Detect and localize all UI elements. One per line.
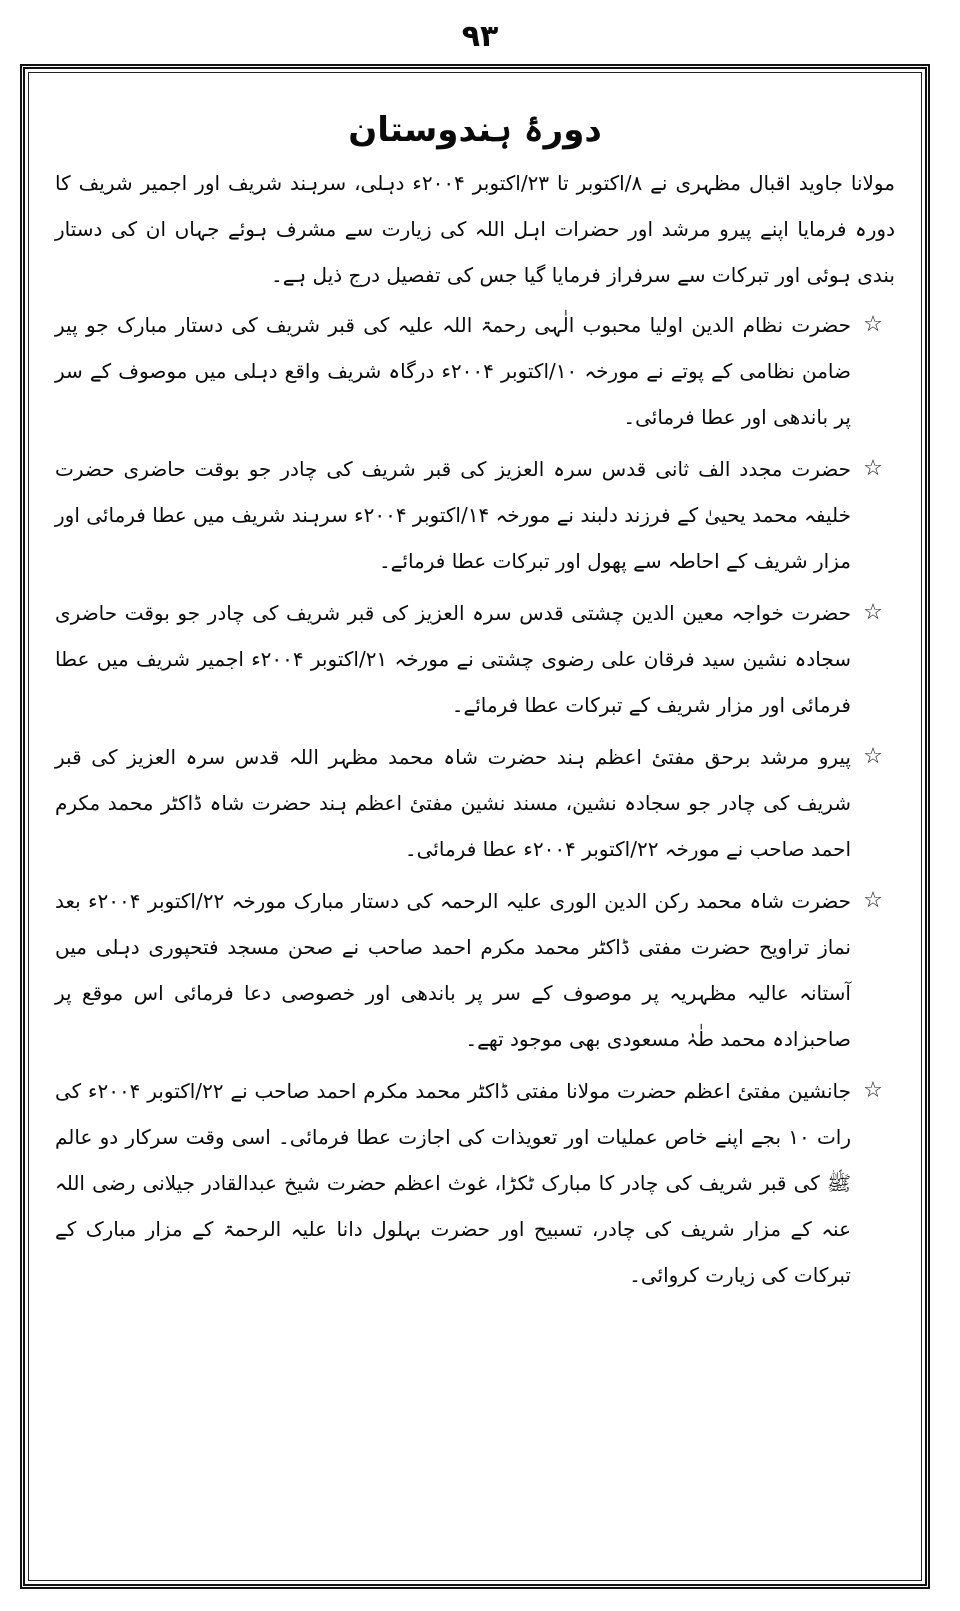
page-frame	[20, 64, 930, 1589]
star-outline-icon: ☆	[863, 744, 883, 769]
item-list	[55, 302, 895, 1298]
list-item	[55, 878, 895, 1062]
list-item-text: حضرت نظام الدین اولیا محبوب الٰہی رحمۃ اللہ علیہ کی قبر شریف کی دستار مبارک جو پیر ضامن نظامی کے پوتے نے مورخہ ۱۰/اکتوبر ۲۰۰۴ء درگاہ شریف واقع دہلی میں موصوف کے سر پر باندھی اور عطا فرمائی۔	[55, 313, 851, 429]
page-number: ۹۳	[461, 19, 499, 54]
list-item-text: حضرت خواجہ معین الدین چشتی قدس سرہ العزیز کی قبر شریف کی چادر جو بوقت حاضری سجادہ نشین سید فرقان علی رضوی چشتی نے مورخہ ۲۱/اکتوبر ۲۰۰۴ء اجمیر شریف میں عطا فرمائی اور مزار شریف کے تبرکات عطا فرمائے۔	[55, 601, 851, 717]
list-item	[55, 1068, 895, 1298]
list-item-text: جانشین مفتیٔ اعظم حضرت مولانا مفتی ڈاکٹر محمد مکرم احمد صاحب نے ۲۲/اکتوبر ۲۰۰۴ء کی رات ۱۰ بجے اپنے خاص عملیات اور تعویذات کی اجازت عطا فرمائی۔ اسی وقت سرکار دو عالم ﷺ کی قبر شریف کی چادر کا مبارک ٹکڑا، غوث اعظم حضرت شیخ عبدالقادر جیلانی رضی اللہ عنہ کے مزار شریف کی چادر، تسبیح اور حضرت بہلول دانا علیہ الرحمۃ کے مزار مبارک کے تبرکات کی زیارت کروائی۔	[55, 1079, 852, 1287]
star-outline-icon: ☆	[863, 600, 883, 625]
star-outline-icon: ☆	[863, 312, 883, 337]
list-item	[55, 446, 895, 584]
list-item	[55, 590, 895, 728]
intro-paragraph: مولانا جاوید اقبال مظہری نے ۸/اکتوبر تا ۲۳/اکتوبر ۲۰۰۴ء دہلی، سرہند شریف اور اجمیر شریف کا دورہ فرمایا اپنے پیرو مرشد اور حضرات اہل اللہ کی زیارت سے مشرف ہوئے جہاں ان کی دستار بندی ہوئی اور تبرکات سے سرفراز فرمایا گیا جس کی تفصیل درج ذیل ہے۔	[55, 171, 895, 287]
star-outline-icon: ☆	[863, 456, 883, 481]
list-item	[55, 302, 895, 440]
star-outline-icon: ☆	[863, 1078, 883, 1103]
list-item-text: پیرو مرشد برحق مفتیٔ اعظم ہند حضرت شاہ محمد مظہر اللہ قدس سرہ العزیز کی قبر شریف کی چادر جو سجادہ نشین، مسند نشین مفتیٔ اعظم ہند حضرت شاہ ڈاکٹر محمد مکرم احمد صاحب نے مورخہ ۲۲/اکتوبر ۲۰۰۴ء عطا فرمائی۔	[55, 745, 851, 861]
list-item	[55, 734, 895, 872]
star-outline-icon: ☆	[863, 888, 883, 913]
page-heading: دورۂ ہندوستان	[348, 110, 602, 150]
list-item-text: حضرت مجدد الف ثانی قدس سرہ العزیز کی قبر شریف کی چادر جو بوقت حاضری حضرت خلیفہ محمد یحییٰ کے فرزند دلبند نے مورخہ ۱۴/اکتوبر ۲۰۰۴ء سرہند شریف میں عطا فرمائی اور مزار شریف کے احاطہ سے پھول اور تبرکات عطا فرمائے۔	[55, 457, 851, 573]
list-item-text: حضرت شاہ محمد رکن الدین الوری علیہ الرحمہ کی دستار مبارک مورخہ ۲۲/اکتوبر ۲۰۰۴ء بعد نماز تراویح حضرت مفتی ڈاکٹر محمد مکرم احمد صاحب نے صحن مسجد فتحپوری دہلی میں آستانہ عالیہ مظہریہ پر موصوف کے سر پر باندھی اور خصوصی دعا فرمائی اس موقع پر صاحبزادہ محمد طٰہٰ مسعودی بھی موجود تھے۔	[55, 889, 851, 1051]
